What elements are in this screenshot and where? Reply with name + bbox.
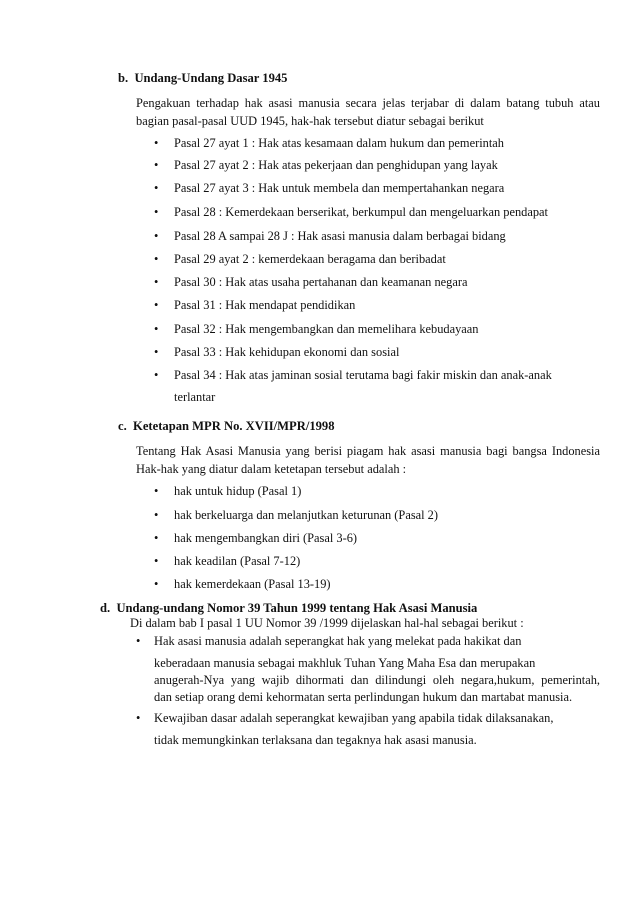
section-d-letter: d. — [100, 601, 111, 615]
section-c-intro-line1: Tentang Hak Asasi Manusia yang berisi piagam hak asasi manusia bagi bangsa Indonesia — [136, 444, 600, 458]
bullet-icon: • — [136, 634, 141, 648]
list-item-text: hak berkeluarga dan melanjutkan keturunan (Pasal 2) — [174, 508, 439, 522]
list-item-text: Pasal 28 A sampai 28 J : Hak asasi manusia dalam berbagai bidang — [174, 229, 506, 243]
section-d-heading — [100, 601, 477, 616]
list-item-text-continued: anugerah-Nya yang wajib dihormati dan dilindungi oleh negara,hukum, pemerintah, — [154, 673, 600, 687]
list-item — [154, 554, 158, 569]
list-item — [154, 298, 158, 313]
section-b-heading — [118, 71, 287, 86]
bullet-icon: • — [154, 368, 159, 382]
bullet-icon: • — [154, 508, 159, 522]
list-item-text: Pasal 29 ayat 2 : kemerdekaan beragama dan beribadat — [174, 252, 446, 266]
list-item — [154, 181, 158, 196]
list-item-text: Pasal 33 : Hak kehidupan ekonomi dan sosial — [174, 345, 400, 359]
list-item — [154, 205, 158, 220]
list-item — [136, 634, 140, 649]
list-item-text: Pasal 27 ayat 3 : Hak untuk membela dan mempertahankan negara — [174, 181, 505, 195]
section-c-title: Ketetapan MPR No. XVII/MPR/1998 — [133, 419, 335, 433]
section-c-letter: c. — [118, 419, 127, 433]
list-item-text: hak mengembangkan diri (Pasal 3-6) — [174, 531, 358, 545]
bullet-icon: • — [154, 158, 159, 172]
bullet-icon: • — [154, 322, 159, 336]
list-item-text: hak kemerdekaan (Pasal 13-19) — [174, 577, 331, 591]
section-d-title: Undang-undang Nomor 39 Tahun 1999 tentang Hak Asasi Manusia — [116, 601, 478, 615]
bullet-icon: • — [136, 711, 141, 725]
list-item-text-continued: terlantar — [174, 390, 216, 404]
list-item — [136, 711, 140, 726]
list-item-text: hak keadilan (Pasal 7-12) — [174, 554, 301, 568]
list-item — [154, 158, 158, 173]
list-item-text: Pasal 31 : Hak mendapat pendidikan — [174, 298, 356, 312]
bullet-icon: • — [154, 298, 159, 312]
section-c-heading — [118, 419, 335, 434]
list-item — [154, 322, 158, 337]
list-item — [154, 484, 158, 499]
list-item-text: Pasal 28 : Kemerdekaan berserikat, berkumpul dan mengeluarkan pendapat — [174, 205, 548, 219]
list-item-text: Pasal 32 : Hak mengembangkan dan memelihara kebudayaan — [174, 322, 479, 336]
section-c-intro-line2: Hak-hak yang diatur dalam ketetapan tersebut adalah : — [136, 462, 407, 476]
bullet-icon: • — [154, 181, 159, 195]
bullet-icon: • — [154, 577, 159, 591]
bullet-icon: • — [154, 205, 159, 219]
list-item — [154, 345, 158, 360]
bullet-icon: • — [154, 554, 159, 568]
list-item-text: hak untuk hidup (Pasal 1) — [174, 484, 302, 498]
list-item — [154, 368, 158, 383]
bullet-icon: • — [154, 484, 159, 498]
list-item — [154, 252, 158, 267]
section-b-letter: b. — [118, 71, 129, 85]
bullet-icon: • — [154, 252, 159, 266]
section-b-intro-line2: bagian pasal-pasal UUD 1945, hak-hak tersebut diatur sebagai berikut — [136, 114, 484, 128]
list-item-text: Pasal 34 : Hak atas jaminan sosial terutama bagi fakir miskin dan anak-anak — [174, 368, 552, 382]
list-item-text-continued: dan setiap orang demi kehormatan serta perlindungan hukum dan martabat manusia. — [154, 690, 573, 704]
list-item — [154, 531, 158, 546]
list-item — [154, 577, 158, 592]
bullet-icon: • — [154, 136, 159, 150]
list-item — [154, 229, 158, 244]
list-item-text: Pasal 30 : Hak atas usaha pertahanan dan keamanan negara — [174, 275, 468, 289]
list-item-text: Hak asasi manusia adalah seperangkat hak yang melekat pada hakikat dan — [154, 634, 522, 648]
bullet-icon: • — [154, 229, 159, 243]
list-item — [154, 136, 158, 151]
list-item — [154, 508, 158, 523]
list-item-text-continued: keberadaan manusia sebagai makhluk Tuhan Yang Maha Esa dan merupakan — [154, 656, 536, 670]
list-item-text: Pasal 27 ayat 1 : Hak atas kesamaan dalam hukum dan pemerintah — [174, 136, 504, 150]
bullet-icon: • — [154, 531, 159, 545]
bullet-icon: • — [154, 345, 159, 359]
section-d-intro: Di dalam bab I pasal 1 UU Nomor 39 /1999 dijelaskan hal-hal sebagai berikut : — [130, 616, 524, 630]
list-item — [154, 275, 158, 290]
list-item-text: Pasal 27 ayat 2 : Hak atas pekerjaan dan penghidupan yang layak — [174, 158, 498, 172]
bullet-icon: • — [154, 275, 159, 289]
section-b-title: Undang-Undang Dasar 1945 — [134, 71, 288, 85]
list-item-text: Kewajiban dasar adalah seperangkat kewajiban yang apabila tidak dilaksanakan, — [154, 711, 554, 725]
list-item-text-continued: tidak memungkinkan terlaksana dan tegaknya hak asasi manusia. — [154, 733, 477, 747]
section-b-intro-line1: Pengakuan terhadap hak asasi manusia secara jelas terjabar di dalam batang tubuh atau — [136, 96, 600, 110]
